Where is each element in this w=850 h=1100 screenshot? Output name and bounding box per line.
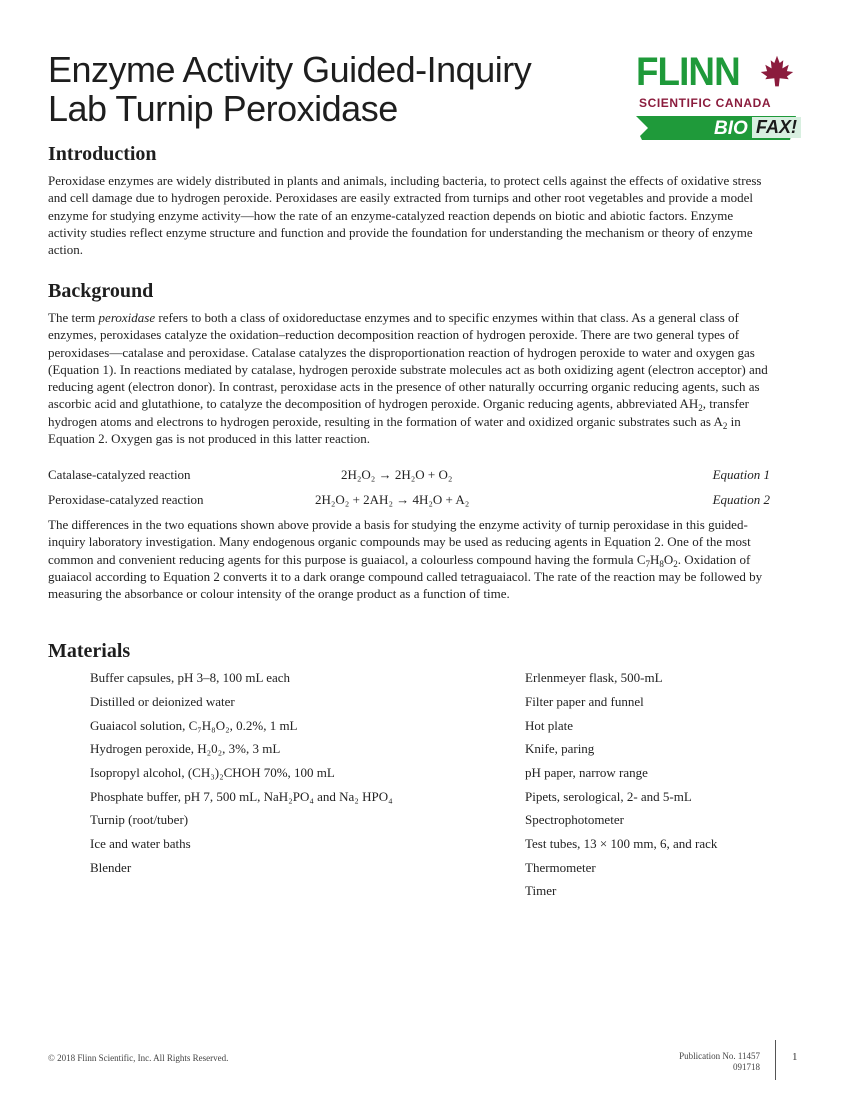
footer-divider — [775, 1040, 776, 1080]
material-item: Phosphate buffer, pH 7, 500 mL, NaH₂PO₄ and Na₂ HPO₄ — [90, 789, 393, 804]
material-item: Filter paper and funnel — [525, 694, 644, 709]
equation-label: Catalase-catalyzed reaction — [48, 467, 191, 482]
title-line-1: Enzyme Activity Guided-Inquiry — [48, 49, 532, 90]
logo-subtitle: SCIENTIFIC CANADA — [639, 96, 772, 110]
material-item: Isopropyl alcohol, (CH₃)₂CHOH 70%, 100 mL — [90, 765, 335, 780]
footer-publication — [679, 1051, 760, 1073]
material-item: Test tubes, 13 × 100 mm, 6, and rack — [525, 836, 718, 851]
title-line-2: Lab Turnip Peroxidase — [48, 88, 398, 129]
page-number: 1 — [792, 1051, 798, 1063]
material-item: Buffer capsules, pH 3–8, 100 mL each — [90, 670, 291, 685]
background-paragraph-1: The term peroxidase refers to both a class of oxidoreductase enzymes and to specific enzymes within that class. As a general class of enzymes, peroxidases catalyze the oxidation–reduction decomposition reaction of hydrogen peroxide. There are two general types of peroxidases—catalase and peroxidase. Catalase catalyzes the disproportionation reaction of hydrogen peroxide to water and oxygen gas (Equation 1). In reactions mediated by catalase, hydrogen peroxide substrate molecules act as both oxidizing agent (electron acceptor) and reducing agent (electron donor). In contrast, peroxidase acts in the presence of other naturally occurring organic reducing agents, such as ascorbic acid and glutathione, to catalyze the decomposition of hydrogen peroxide. Organic reducing agents, abbreviated $AH_2$, transfer hydrogen atoms and electrons to hydrogen peroxide, resulting in the formation of water and oxidized organic substrates such as $A_2$ in Equation 2. Oxygen gas is not produced in this latter reaction. — [48, 310, 768, 447]
equation-number: Equation 1 — [712, 467, 770, 482]
background-paragraph-2: The differences in the two equations shown above provide a basis for studying the enzyme activity of turnip peroxidase in this guided-inquiry laboratory investigation. Many endogenous organic compounds may be used as reducing agents in Equation 2. One of the most common and convenient reducing agents for this purpose is guaiacol, a colourless compound having the formula $C_7H_8O_2$. Oxidation of guaiacol according to Equation 2 converts it to a dark orange compound called tetraguaiacol. The rate of the reaction may be followed by measuring the absorbance or colour intensity of the orange product as a function of time. — [48, 517, 763, 602]
material-item: Knife, paring — [525, 741, 595, 756]
logo-bio: BIO — [714, 118, 748, 139]
material-item: Thermometer — [525, 860, 596, 875]
equation-1-row — [48, 467, 770, 485]
material-item: Erlenmeyer flask, 500-mL — [525, 670, 663, 685]
equation-number: Equation 2 — [712, 492, 770, 507]
material-item: Hot plate — [525, 718, 574, 733]
material-item: Pipets, serological, 2- and 5-mL — [525, 789, 692, 804]
material-item: Hydrogen peroxide, H₂0₂, 3%, 3 mL — [90, 741, 281, 756]
material-item: Blender — [90, 860, 132, 875]
page-title — [48, 50, 608, 128]
background-heading: Background — [48, 280, 154, 302]
materials-heading: Materials — [48, 640, 131, 662]
logo-brand: FLINN — [636, 50, 740, 94]
equation-2-row — [48, 492, 770, 510]
publication-number: Publication No. 11457 — [679, 1051, 760, 1061]
footer-copyright: © 2018 Flinn Scientific, Inc. All Rights Reserved. — [48, 1053, 229, 1063]
material-item: Timer — [525, 883, 557, 898]
material-item: Ice and water baths — [90, 836, 191, 851]
peroxidase-term: peroxidase — [98, 310, 156, 325]
material-item: Turnip (root/tuber) — [90, 812, 189, 827]
equation-formula: 2H₂O₂ + 2AH₂ → 4H₂O + A₂ — [315, 492, 470, 507]
equation-formula: 2H₂O₂ → 2H₂O + O₂ — [341, 467, 453, 482]
material-item: Distilled or deionized water — [90, 694, 235, 709]
equation-label: Peroxidase-catalyzed reaction — [48, 492, 204, 507]
introduction-text: Peroxidase enzymes are widely distributed in plants and animals, including bacteria, to protect cells against the effects of oxidative stress and cell damage due to hydrogen peroxide. Peroxidases are easily extracted from turnips and other root vegetables and provide a model enzyme for studying enzyme activity—how the rate of an enzyme-catalyzed reaction depends on biotic and abiotic factors. Enzyme activity studies reflect enzyme structure and function and provide the foundation for understanding the mechanism or theory of enzyme action. — [48, 173, 762, 258]
material-item: pH paper, narrow range — [525, 765, 648, 780]
maple-leaf-icon — [759, 54, 795, 90]
material-item: Guaiacol solution, C₇H₈O₂, 0.2%, 1 mL — [90, 718, 298, 733]
material-item: Spectrophotometer — [525, 812, 624, 827]
introduction-heading: Introduction — [48, 143, 157, 165]
publication-code: 091718 — [733, 1062, 760, 1072]
logo-fax: FAX! — [752, 117, 801, 138]
flinn-logo — [636, 52, 808, 144]
